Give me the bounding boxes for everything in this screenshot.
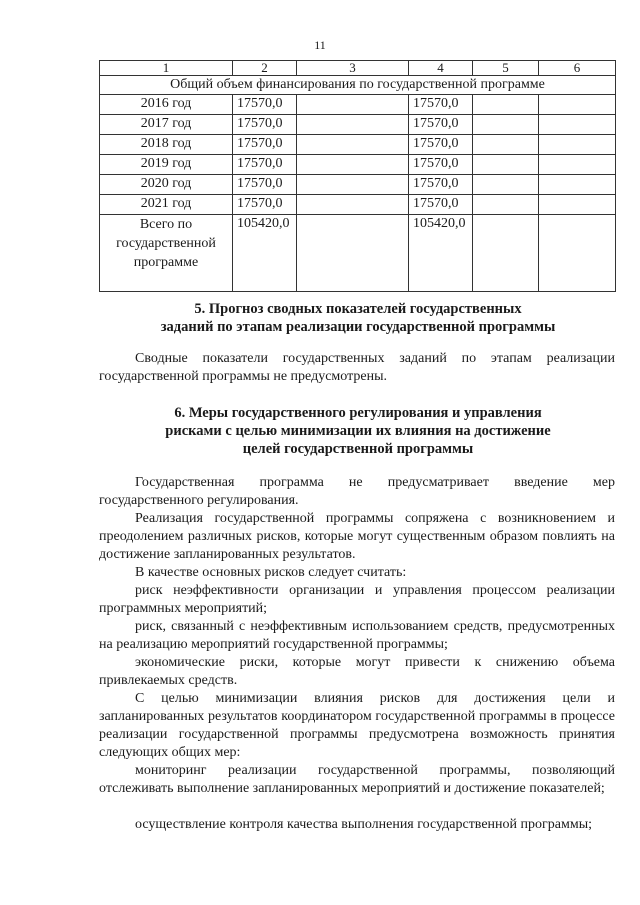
cell-empty [539, 175, 616, 195]
table-row [100, 155, 616, 175]
cell-value: 17570,0 [409, 195, 473, 215]
year-label: 2021 год [100, 195, 233, 215]
cell-empty [473, 215, 539, 292]
col-number: 3 [297, 61, 409, 76]
cell-empty [539, 195, 616, 215]
total-value: 105420,0 [409, 215, 473, 292]
cell-empty [297, 155, 409, 175]
year-label: 2017 год [100, 115, 233, 135]
year-label: 2020 год [100, 175, 233, 195]
span-title: Общий объем финансирования по государственной программе [100, 76, 616, 95]
cell-value: 17570,0 [409, 115, 473, 135]
paragraph: Государственная программа не предусматривает введение мер государственного регулирования. [99, 475, 615, 508]
financing-table [99, 60, 616, 292]
cell-empty [539, 115, 616, 135]
cell-value: 17570,0 [409, 155, 473, 175]
cell-value: 17570,0 [233, 155, 297, 175]
cell-empty [539, 135, 616, 155]
paragraph: Реализация государственной программы сопряжена с возникновением и преодолением различных рисков, которые могут существенным образом повлиять на достижение запланированных результатов. [99, 511, 615, 562]
heading-line: 6. Меры государственного регулирования и управления [174, 405, 542, 421]
section-6-heading [100, 404, 616, 458]
paragraph: экономические риски, которые могут привести к снижению объема привлекаемых средств. [99, 655, 615, 688]
paragraph: риск, связанный с неэффективным использованием средств, предусмотренных на реализацию мероприятий государственной программы; [99, 619, 615, 652]
cell-value: 17570,0 [233, 195, 297, 215]
paragraph: В качестве основных рисков следует считать: [135, 565, 407, 580]
section-5-heading [100, 300, 616, 336]
cell-value: 17570,0 [409, 175, 473, 195]
col-number: 2 [233, 61, 297, 76]
heading-line: целей государственной программы [242, 441, 474, 457]
col-number: 5 [473, 61, 539, 76]
paragraph: осуществление контроля качества выполнения государственной программы; [135, 817, 592, 832]
table-row [100, 195, 616, 215]
heading-line: 5. Прогноз сводных показателей государственных [194, 301, 522, 317]
cell-value: 17570,0 [233, 175, 297, 195]
cell-value: 17570,0 [409, 95, 473, 115]
table-row [100, 175, 616, 195]
paragraph: мониторинг реализации государственной программы, позволяющий отслеживать выполнение запланированных мероприятий и достижение показателей; [99, 763, 615, 796]
cell-value: 17570,0 [233, 115, 297, 135]
cell-empty [297, 195, 409, 215]
col-number: 4 [409, 61, 473, 76]
cell-empty [539, 95, 616, 115]
cell-empty [473, 155, 539, 175]
heading-line: рисками с целью минимизации их влияния на достижение [165, 423, 551, 439]
cell-empty [297, 215, 409, 292]
cell-empty [473, 135, 539, 155]
table-header-row [100, 61, 616, 76]
cell-empty [473, 195, 539, 215]
table-row [100, 95, 616, 115]
paragraph: риск неэффективности организации и управления процессом реализации программных мероприятий; [99, 583, 615, 616]
col-number: 6 [539, 61, 616, 76]
table-row [100, 115, 616, 135]
col-number: 1 [100, 61, 233, 76]
year-label: 2019 год [100, 155, 233, 175]
cell-empty [297, 115, 409, 135]
cell-empty [473, 175, 539, 195]
heading-line: заданий по этапам реализации государственной программы [160, 319, 556, 335]
section-5-text: Сводные показатели государственных заданий по этапам реализации государственной программы не предусмотрены. [99, 351, 615, 384]
table-total-row [100, 215, 616, 292]
total-value: 105420,0 [233, 215, 297, 292]
cell-value: 17570,0 [233, 95, 297, 115]
cell-empty [539, 155, 616, 175]
cell-empty [539, 215, 616, 292]
page-number: 11 [314, 38, 326, 52]
paragraph: С целью минимизации влияния рисков для достижения цели и запланированных результатов координатором государственной программы в процессе реализации государственной программы предусмотрена возможность принятия следующих общих мер: [99, 691, 615, 760]
cell-value: 17570,0 [409, 135, 473, 155]
table-span-row [100, 76, 616, 95]
year-label: 2018 год [100, 135, 233, 155]
total-label: Всего по государственной программе [100, 215, 233, 292]
cell-empty [473, 115, 539, 135]
cell-empty [297, 135, 409, 155]
cell-empty [297, 175, 409, 195]
cell-empty [473, 95, 539, 115]
cell-empty [297, 95, 409, 115]
year-label: 2016 год [100, 95, 233, 115]
cell-value: 17570,0 [233, 135, 297, 155]
table-row [100, 135, 616, 155]
